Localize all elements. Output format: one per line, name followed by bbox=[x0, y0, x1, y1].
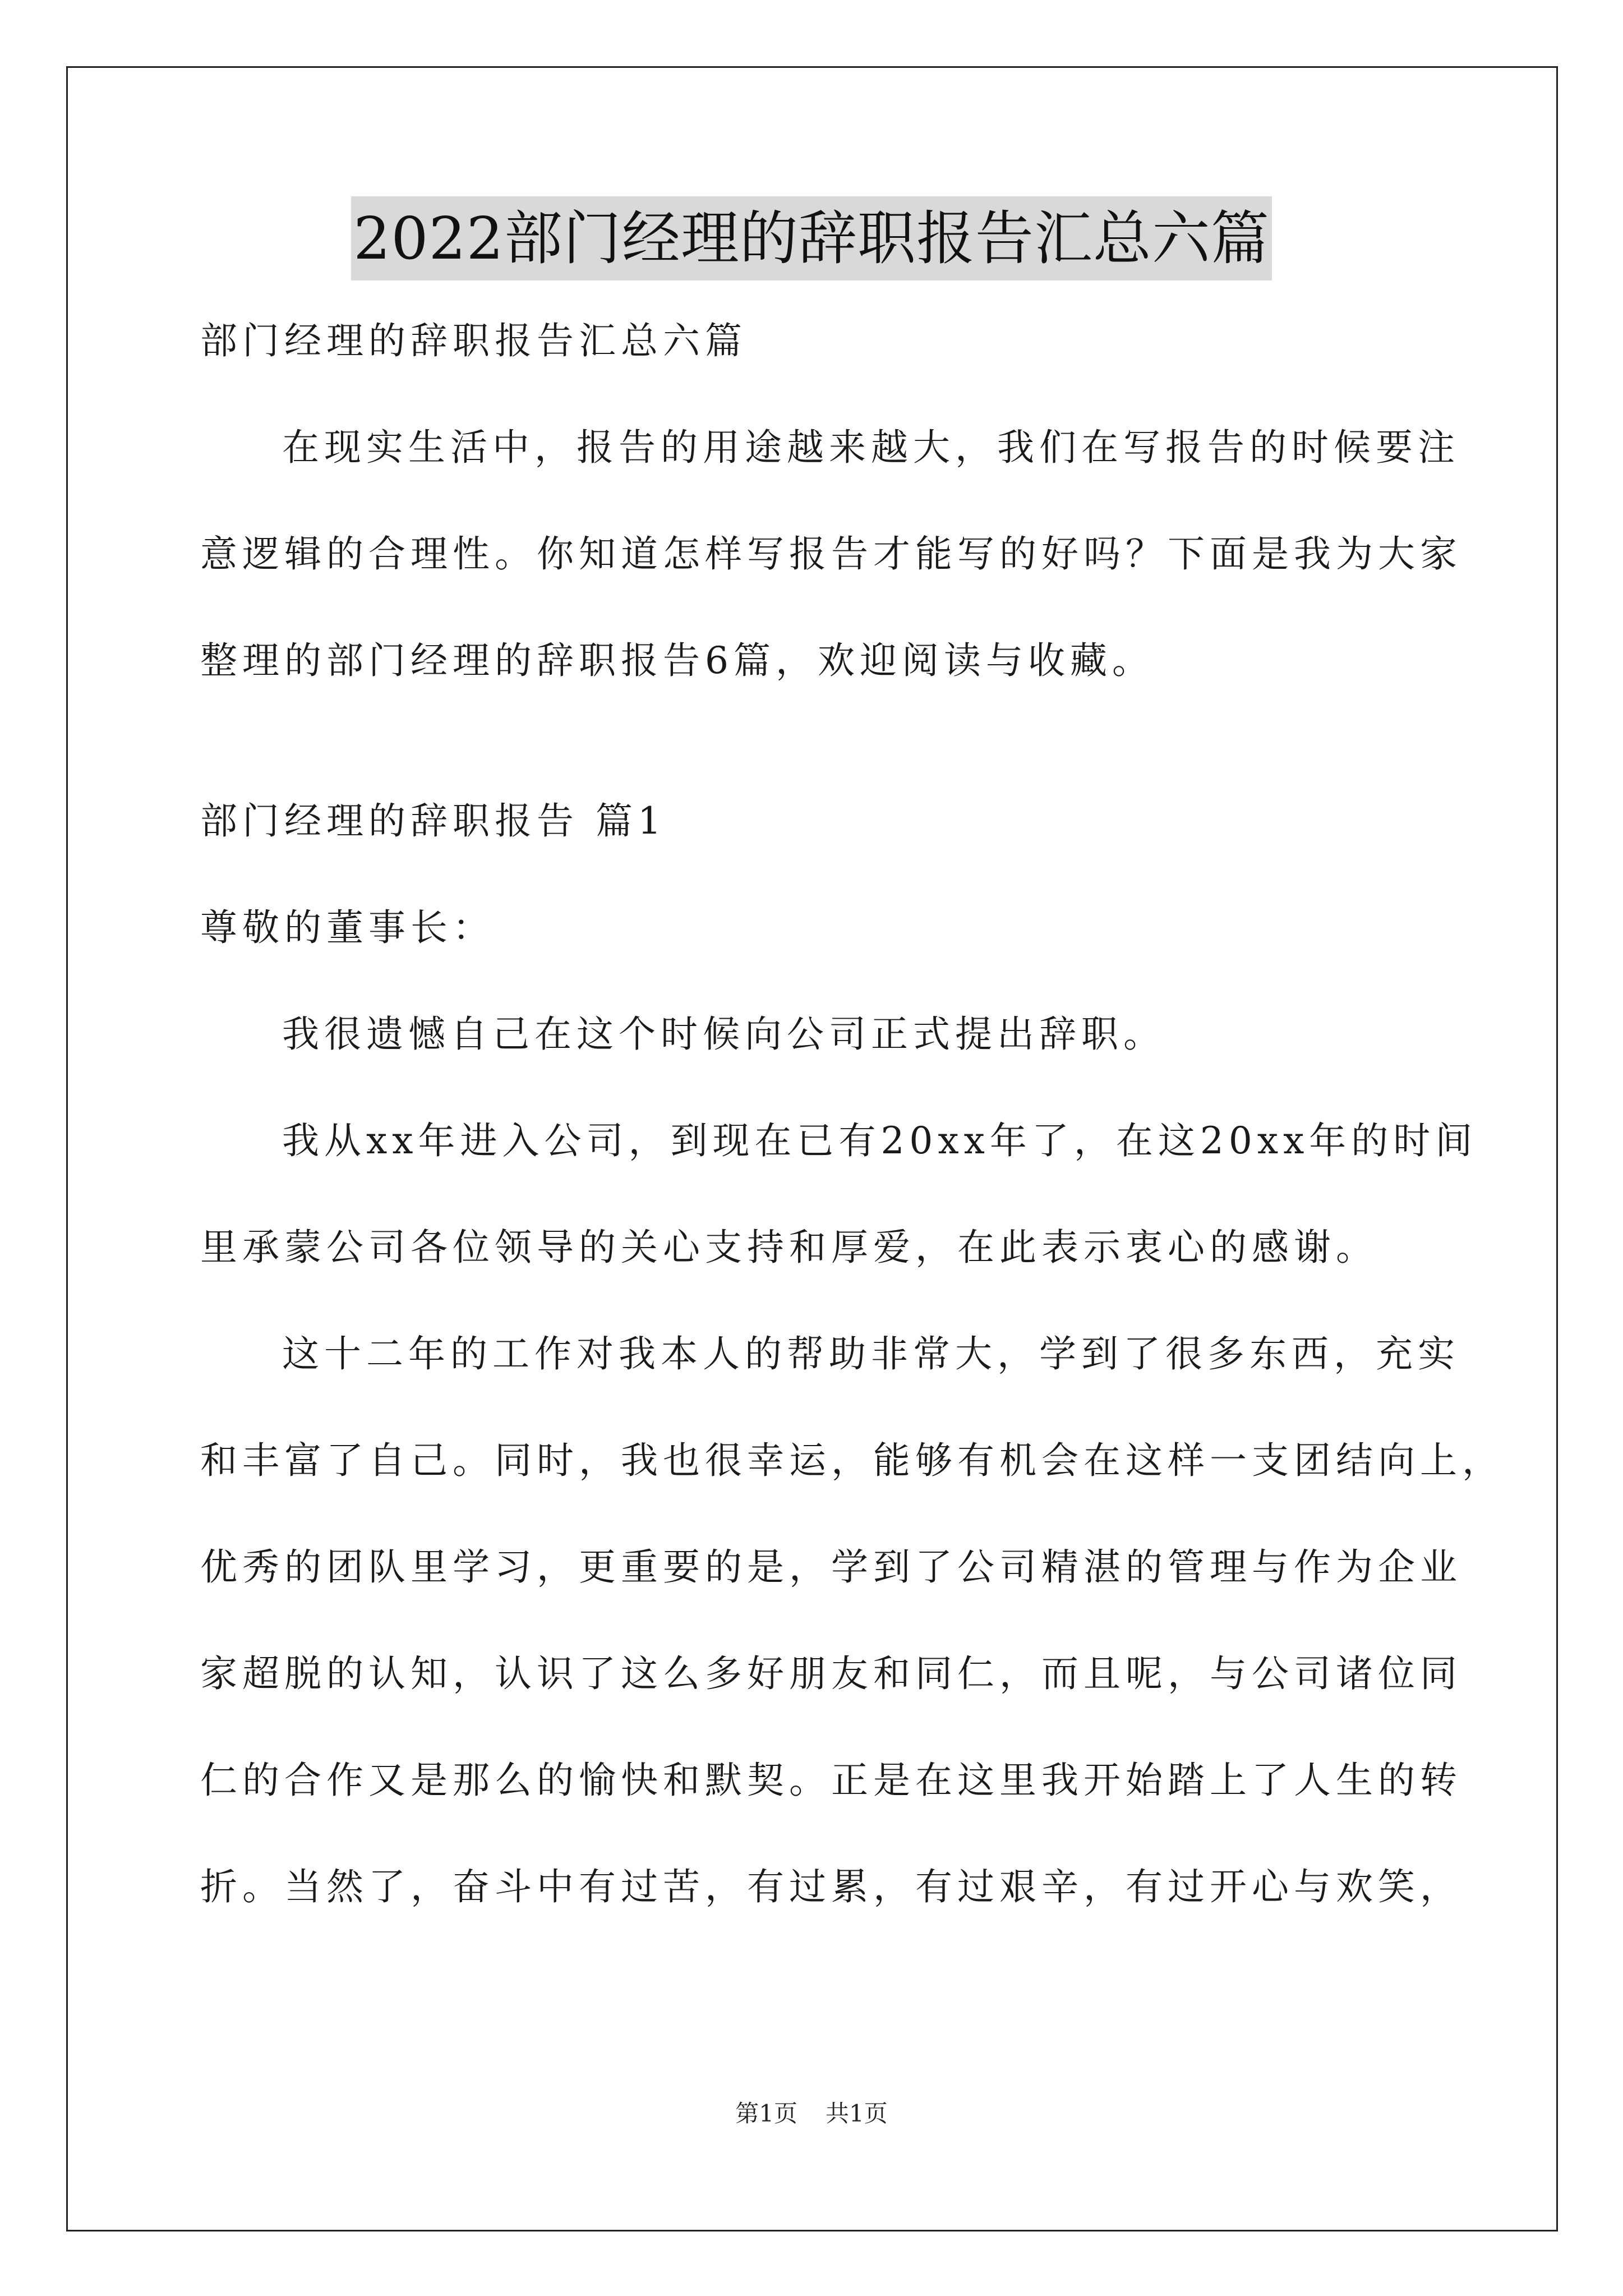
body-paragraph-line: 家超脱的认知，认识了这么多好朋友和同仁，而且呢，与公司诸位同 bbox=[200, 1652, 1462, 1695]
body-paragraph-line: 仁的合作又是那么的愉快和默契。正是在这里我开始踏上了人生的转 bbox=[200, 1759, 1462, 1802]
body-paragraph-line: 我从xx年进入公司，到现在已有20xx年了，在这20xx年的时间 bbox=[282, 1119, 1478, 1162]
body-paragraph-line: 和丰富了自己。同时，我也很幸运，能够有机会在这样一支团结向上， bbox=[200, 1439, 1504, 1482]
intro-paragraph-line: 意逻辑的合理性。你知道怎样写报告才能写的好吗？下面是我为大家 bbox=[200, 532, 1462, 576]
body-paragraph-line: 优秀的团队里学习，更重要的是，学到了公司精湛的管理与作为企业 bbox=[200, 1545, 1462, 1589]
document-subtitle: 部门经理的辞职报告汇总六篇 bbox=[200, 319, 747, 362]
body-paragraph-line: 我很遗憾自己在这个时候向公司正式提出辞职。 bbox=[282, 1013, 1165, 1056]
page-number: 第1页 bbox=[735, 2100, 797, 2127]
document-title: 2022部门经理的辞职报告汇总六篇 bbox=[351, 196, 1272, 280]
intro-paragraph-line: 整理的部门经理的辞职报告6篇，欢迎阅读与收藏。 bbox=[200, 639, 1154, 682]
section-heading: 部门经理的辞职报告 篇1 bbox=[200, 799, 666, 843]
body-paragraph-line: 这十二年的工作对我本人的帮助非常大，学到了很多东西，充实 bbox=[282, 1332, 1460, 1375]
title-container bbox=[0, 196, 1623, 280]
page-footer bbox=[0, 2097, 1623, 2131]
salutation: 尊敬的董事长： bbox=[200, 906, 495, 949]
body-paragraph-line: 里承蒙公司各位领导的关心支持和厚爱，在此表示衷心的感谢。 bbox=[200, 1226, 1378, 1269]
document-body bbox=[200, 314, 1504, 1967]
body-paragraph-line: 折。当然了，奋斗中有过苦，有过累，有过艰辛，有过开心与欢笑， bbox=[200, 1865, 1462, 1908]
intro-paragraph-line: 在现实生活中，报告的用途越来越大，我们在写报告的时候要注 bbox=[282, 426, 1460, 469]
page-total: 共1页 bbox=[826, 2100, 888, 2127]
